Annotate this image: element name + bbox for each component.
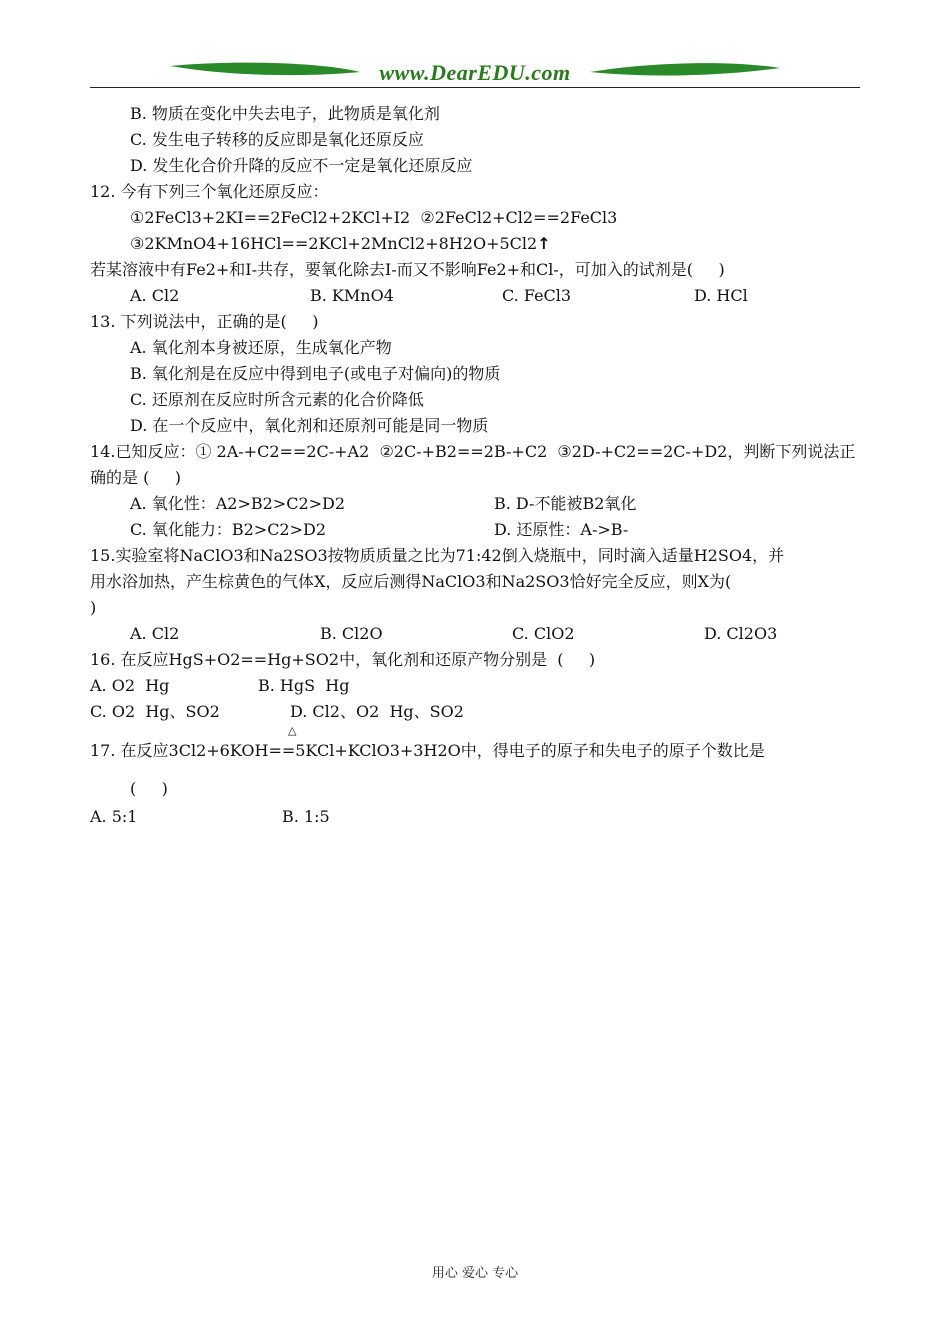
q13-option-c: C. 还原剂在反应时所含元素的化合价降低	[130, 390, 424, 409]
q13-option-a: A. 氧化剂本身被还原，生成氧化产物	[130, 338, 392, 357]
q13-option-d: D. 在一个反应中，氧化剂和还原剂可能是同一物质	[130, 416, 489, 435]
q12-option-a: A. Cl2	[130, 286, 180, 305]
q16-option-c: C. O2 Hg、SO2	[90, 702, 220, 721]
q16-option-d: D. Cl2、O2 Hg、SO2	[290, 702, 464, 721]
q12-option-c: C. FeCl3	[502, 286, 572, 305]
q14-stem-line2: 确的是 ( )	[90, 468, 182, 487]
q17-stem-part2: 5KCl+KClO3+3H2O中，得电子的原子和失电子的原子个数比是	[295, 741, 765, 760]
q13-stem: 13. 下列说法中，正确的是( )	[90, 312, 319, 331]
q14-stem-line1: 14.已知反应：① 2A-+C2==2C-+A2 ②2C-+B2==2B-+C2 ③2D-+C2==2C-+D2，判断下列说法正	[90, 442, 856, 461]
q16-stem: 16. 在反应HgS+O2==Hg+SO2中，氧化剂和还原产物分别是 ( )	[90, 650, 596, 669]
q12-option-d: D. HCl	[694, 286, 748, 305]
q15-stem-line1: 15.实验室将NaClO3和Na2SO3按物质质量之比为71:42倒入烧瓶中，同时滴入适量H2SO4，并	[90, 546, 785, 565]
q12-reactions-1-2: ①2FeCl3+2KI==2FeCl2+2KCl+I2 ②2FeCl2+Cl2==2FeCl3	[130, 208, 618, 227]
q14-option-b: B. D-不能被B2氧化	[494, 494, 637, 513]
site-logo-text: www.DearEDU.com	[379, 60, 571, 85]
q12-reaction-3	[130, 234, 551, 254]
q16-option-a: A. O2 Hg	[90, 676, 170, 695]
q17-answer-paren: ( )	[130, 779, 168, 798]
q14-option-d: D. 还原性：A->B-	[494, 520, 629, 539]
q17-stem	[90, 741, 765, 761]
q16-option-b: B. HgS Hg	[258, 676, 350, 695]
q17-option-b: B. 1:5	[282, 807, 330, 826]
q12-question: 若某溶液中有Fe2+和I-共存，要氧化除去I-而又不影响Fe2+和Cl-，可加入的试剂是( )	[90, 260, 725, 279]
q15-option-c: C. ClO2	[512, 624, 575, 643]
q15-stem-line3: )	[90, 598, 97, 617]
double-equals-sign: ==	[268, 741, 296, 760]
q12-reaction-3-text: ③2KMnO4+16HCl==2KCl+2MnCl2+8H2O+5Cl2	[130, 234, 538, 253]
q15-option-b: B. Cl2O	[320, 624, 383, 643]
site-logo-header	[90, 58, 860, 90]
q11-option-b: B. 物质在变化中失去电子，此物质是氧化剂	[130, 104, 440, 123]
q17-option-a: A. 5:1	[90, 807, 138, 826]
q17-stem-part1: 17. 在反应3Cl2+6KOH	[90, 741, 269, 760]
q11-option-c: C. 发生电子转移的反应即是氧化还原反应	[130, 130, 424, 149]
q11-option-d: D. 发生化合价升降的反应不一定是氧化还原反应	[130, 156, 473, 175]
header-rule	[90, 87, 860, 88]
q15-option-a: A. Cl2	[130, 624, 180, 643]
q12-option-b: B. KMnO4	[310, 286, 394, 305]
q12-stem: 12. 今有下列三个氧化还原反应：	[90, 182, 329, 201]
q14-option-a: A. 氧化性：A2>B2>C2>D2	[130, 494, 346, 513]
q14-option-c: C. 氧化能力：B2>C2>D2	[130, 520, 327, 539]
up-arrow-icon: ↑	[537, 234, 551, 253]
q15-stem-line2: 用水浴加热，产生棕黄色的气体X，反应后测得NaClO3和Na2SO3恰好完全反应，则X为(	[90, 572, 732, 591]
q13-option-b: B. 氧化剂是在反应中得到电子(或电子对偏向)的物质	[130, 364, 501, 383]
page-footer: 用心 爱心 专心	[431, 1266, 519, 1281]
q15-option-d: D. Cl2O3	[704, 624, 778, 643]
delta-heat-icon: △	[288, 724, 297, 737]
